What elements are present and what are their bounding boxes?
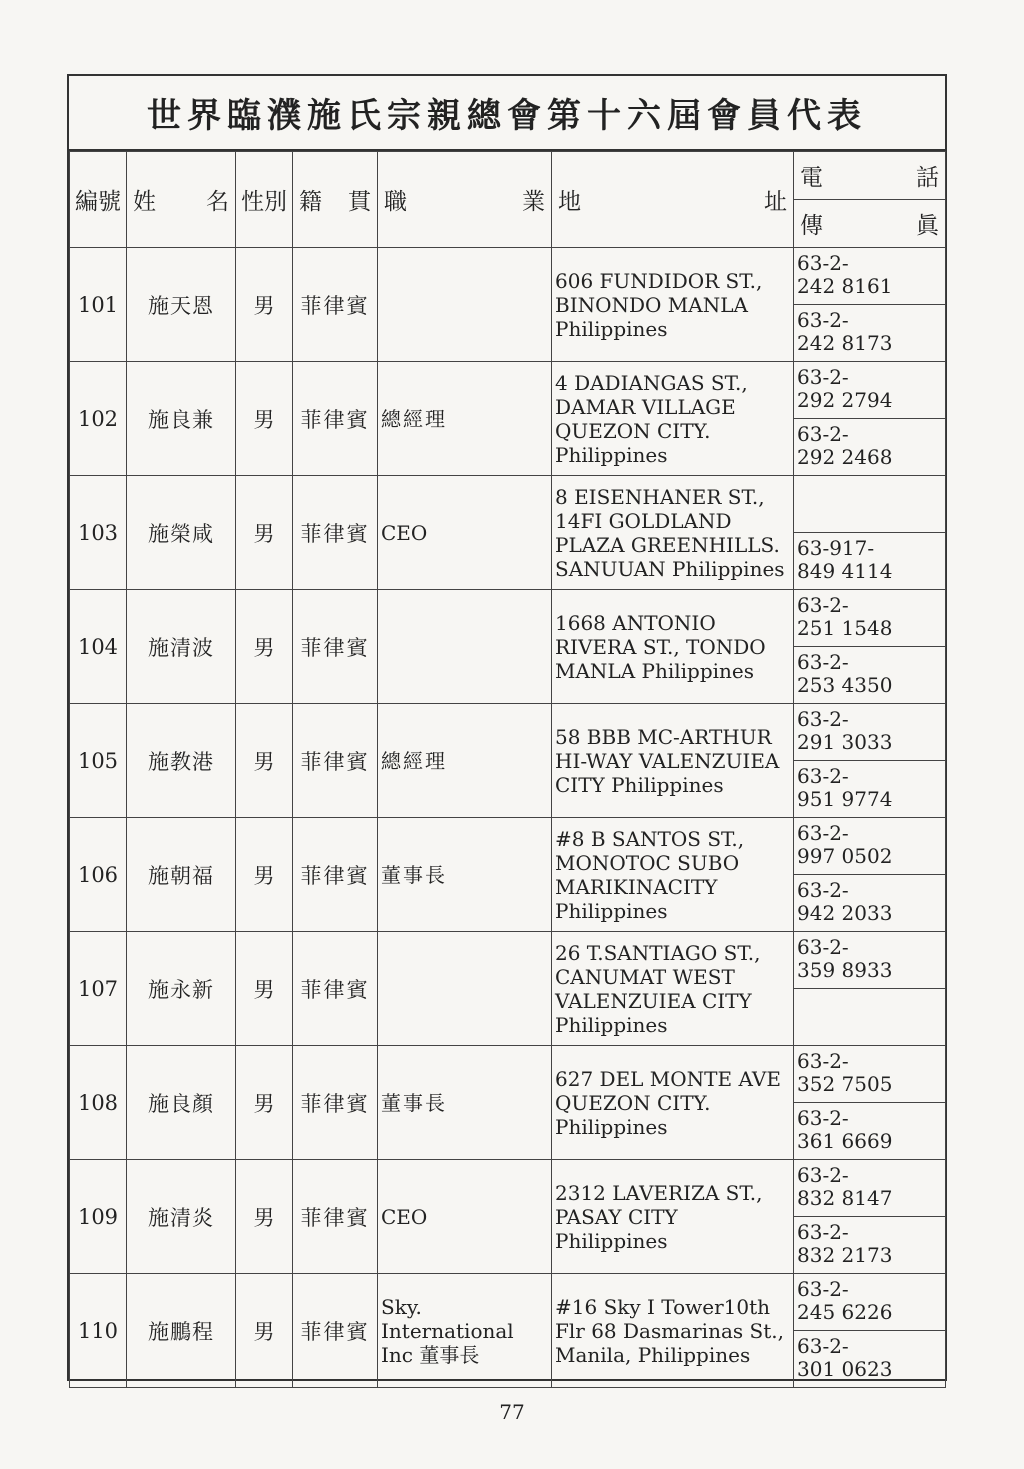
member-address: 8 EISENHANER ST., 14FI GOLDLAND PLAZA GREENHILLS. SANUUAN Philippines: [552, 476, 794, 590]
table-row: [70, 818, 946, 875]
member-occupation: 董事長: [378, 818, 552, 932]
table-row: [70, 248, 946, 305]
member-number: 101: [70, 248, 127, 362]
member-address: 627 DEL MONTE AVE QUEZON CITY. Philippines: [552, 1046, 794, 1160]
member-fax: 63-2- 942 2033: [794, 875, 946, 932]
member-fax: 63-2- 242 8173: [794, 305, 946, 362]
member-address: 2312 LAVERIZA ST., PASAY CITY Philippines: [552, 1160, 794, 1274]
member-name: 施永新: [127, 932, 236, 1046]
member-phone: 63-2- 352 7505: [794, 1046, 946, 1103]
member-occupation: 總經理: [378, 704, 552, 818]
header-occupation: 職 業: [378, 152, 552, 248]
table-row: [70, 1046, 946, 1103]
page-number: 77: [499, 1400, 525, 1424]
member-sex: 男: [236, 590, 293, 704]
member-phone: 63-2- 292 2794: [794, 362, 946, 419]
member-occupation: [378, 590, 552, 704]
member-number: 108: [70, 1046, 127, 1160]
member-origin: 菲律賓: [293, 1274, 378, 1388]
member-name: 施朝福: [127, 818, 236, 932]
member-number: 107: [70, 932, 127, 1046]
member-number: 102: [70, 362, 127, 476]
member-number: 110: [70, 1274, 127, 1388]
member-address: 606 FUNDIDOR ST., BINONDO MANLA Philippines: [552, 248, 794, 362]
member-occupation: [378, 248, 552, 362]
member-origin: 菲律賓: [293, 704, 378, 818]
member-origin: 菲律賓: [293, 362, 378, 476]
member-name: 施良顏: [127, 1046, 236, 1160]
header-fax: 傳 眞: [794, 200, 946, 248]
member-origin: 菲律賓: [293, 818, 378, 932]
member-origin: 菲律賓: [293, 1046, 378, 1160]
member-phone: [794, 476, 946, 533]
member-origin: 菲律賓: [293, 1160, 378, 1274]
member-phone: 63-2- 251 1548: [794, 590, 946, 647]
member-sex: 男: [236, 1274, 293, 1388]
header-sex: 性別: [236, 152, 293, 248]
member-sex: 男: [236, 704, 293, 818]
member-name: 施鵬程: [127, 1274, 236, 1388]
members-table: [69, 151, 946, 1388]
member-name: 施天恩: [127, 248, 236, 362]
member-fax: 63-2- 301 0623: [794, 1331, 946, 1388]
document-page: [67, 74, 947, 1381]
table-row: [70, 590, 946, 647]
header-name: 姓 名: [127, 152, 236, 248]
member-address: 1668 ANTONIO RIVERA ST., TONDO MANLA Philippines: [552, 590, 794, 704]
table-row: [70, 1274, 946, 1331]
member-occupation: [378, 932, 552, 1046]
page-title: 世界臨濮施氏宗親總會第十六屆會員代表: [69, 76, 945, 151]
member-number: 103: [70, 476, 127, 590]
member-number: 109: [70, 1160, 127, 1274]
member-address: #8 B SANTOS ST., MONOTOC SUBO MARIKINACITY Philippines: [552, 818, 794, 932]
member-name: 施清波: [127, 590, 236, 704]
member-number: 105: [70, 704, 127, 818]
member-address: 4 DADIANGAS ST., DAMAR VILLAGE QUEZON CITY. Philippines: [552, 362, 794, 476]
member-sex: 男: [236, 818, 293, 932]
member-phone: 63-2- 359 8933: [794, 932, 946, 989]
member-fax: 63-2- 951 9774: [794, 761, 946, 818]
table-row: [70, 476, 946, 533]
member-occupation: Sky. International Inc 董事長: [378, 1274, 552, 1388]
header-origin: 籍 貫: [293, 152, 378, 248]
member-fax: 63-2- 361 6669: [794, 1103, 946, 1160]
member-address: 58 BBB MC-ARTHUR HI-WAY VALENZUIEA CITY Philippines: [552, 704, 794, 818]
member-origin: 菲律賓: [293, 590, 378, 704]
member-number: 104: [70, 590, 127, 704]
member-fax: 63-2- 832 2173: [794, 1217, 946, 1274]
member-phone: 63-2- 832 8147: [794, 1160, 946, 1217]
member-sex: 男: [236, 362, 293, 476]
member-name: 施榮咸: [127, 476, 236, 590]
member-occupation: CEO: [378, 476, 552, 590]
header-address: 地 址: [552, 152, 794, 248]
member-sex: 男: [236, 1160, 293, 1274]
member-phone: 63-2- 291 3033: [794, 704, 946, 761]
table-row: [70, 362, 946, 419]
table-row: [70, 704, 946, 761]
member-sex: 男: [236, 1046, 293, 1160]
member-phone: 63-2- 242 8161: [794, 248, 946, 305]
member-name: 施清炎: [127, 1160, 236, 1274]
member-sex: 男: [236, 932, 293, 1046]
table-row: [70, 932, 946, 989]
member-origin: 菲律賓: [293, 476, 378, 590]
member-number: 106: [70, 818, 127, 932]
member-origin: 菲律賓: [293, 248, 378, 362]
header-number: 編號: [70, 152, 127, 248]
member-occupation: CEO: [378, 1160, 552, 1274]
member-origin: 菲律賓: [293, 932, 378, 1046]
member-address: #16 Sky I Tower10th Flr 68 Dasmarinas St., Manila, Philippines: [552, 1274, 794, 1388]
member-sex: 男: [236, 476, 293, 590]
member-name: 施良兼: [127, 362, 236, 476]
member-fax: 63-917- 849 4114: [794, 533, 946, 590]
table-row: [70, 1160, 946, 1217]
header-phone: 電 話: [794, 152, 946, 200]
member-address: 26 T.SANTIAGO ST., CANUMAT WEST VALENZUIEA CITY Philippines: [552, 932, 794, 1046]
member-phone: 63-2- 997 0502: [794, 818, 946, 875]
member-fax: 63-2- 253 4350: [794, 647, 946, 704]
member-occupation: 總經理: [378, 362, 552, 476]
member-fax: [794, 989, 946, 1046]
member-occupation: 董事長: [378, 1046, 552, 1160]
member-name: 施教港: [127, 704, 236, 818]
member-sex: 男: [236, 248, 293, 362]
member-phone: 63-2- 245 6226: [794, 1274, 946, 1331]
member-fax: 63-2- 292 2468: [794, 419, 946, 476]
